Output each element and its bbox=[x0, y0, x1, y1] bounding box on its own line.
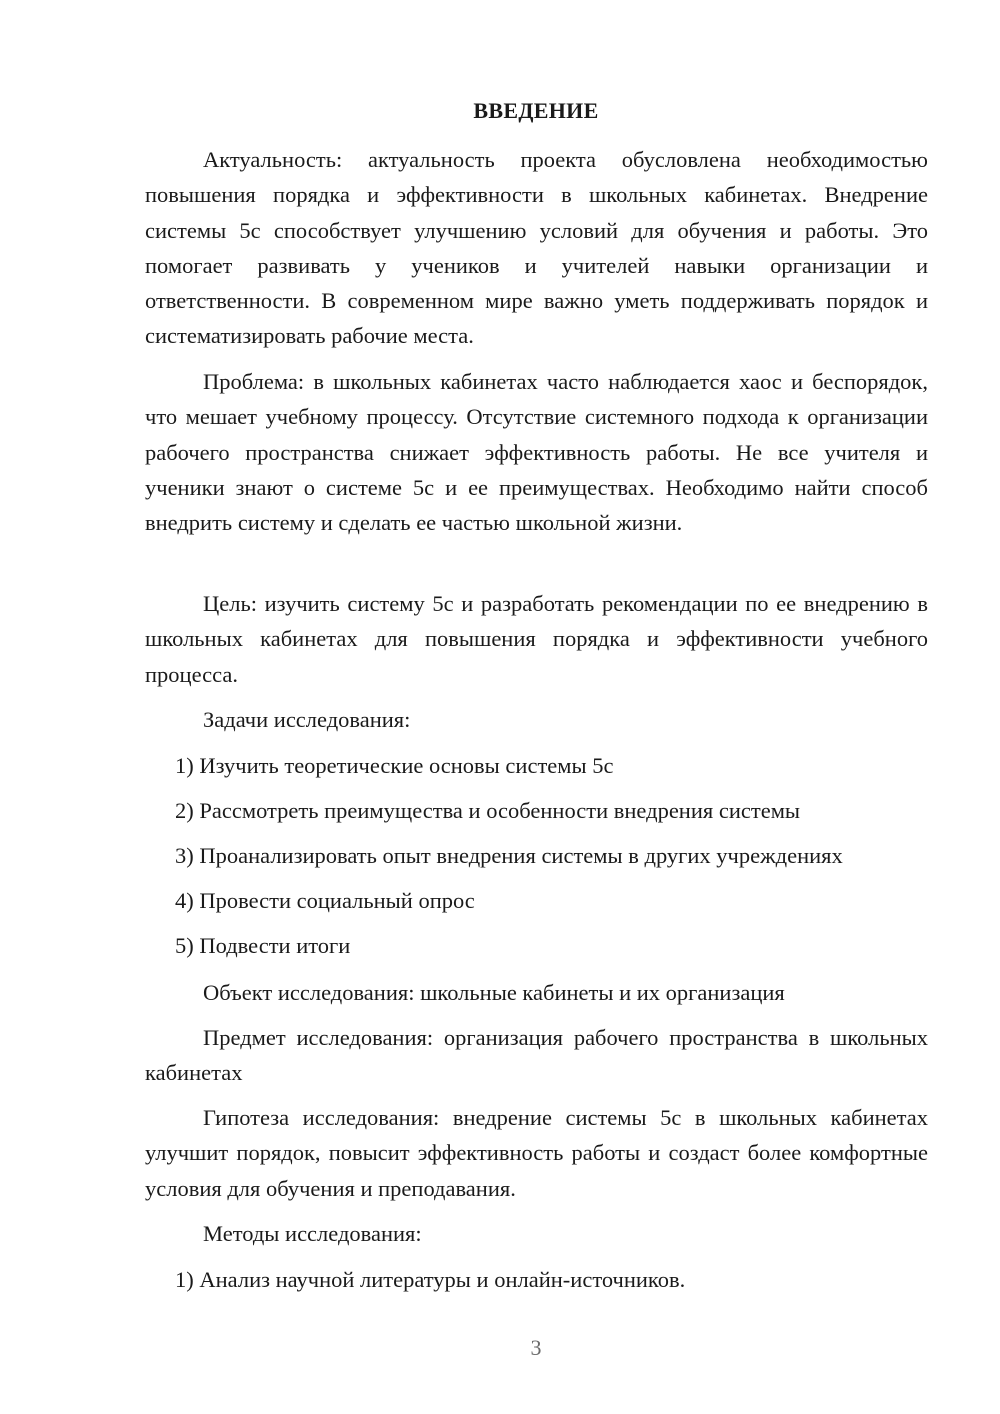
problem-paragraph: Проблема: в школьных кабинетах часто наблюдается хаос и беспорядок, что мешает учебному процессу. Отсутствие системного подхода к организации рабочего пространства снижает эффективность работы. Не все учителя и ученики знают о системе 5с и ее преимуществах. Необходимо найти способ внедрить систему и сделать ее частью школьной жизни. bbox=[145, 369, 928, 536]
hypothesis-paragraph: Гипотеза исследования: внедрение системы 5с в школьных кабинетах улучшит порядок, повысит эффективность работы и создаст более комфортные условия для обучения и преподавания. bbox=[145, 1105, 928, 1201]
object-paragraph: Объект исследования: школьные кабинеты и их организация bbox=[203, 980, 785, 1005]
method-item: 1) Анализ научной литературы и онлайн-источников. bbox=[175, 1267, 686, 1292]
page-number: 3 bbox=[530, 1335, 542, 1360]
tasks-heading: Задачи исследования: bbox=[203, 707, 411, 732]
task-item: 2) Рассмотреть преимущества и особенности внедрения системы bbox=[175, 798, 801, 823]
subject-paragraph: Предмет исследования: организация рабочего пространства в школьных кабинетах bbox=[145, 1025, 928, 1086]
section-heading: ВВЕДЕНИЕ bbox=[473, 98, 599, 123]
task-item: 4) Провести социальный опрос bbox=[175, 888, 475, 913]
task-item: 1) Изучить теоретические основы системы 5с bbox=[175, 753, 614, 778]
task-item: 5) Подвести итоги bbox=[175, 933, 351, 958]
task-item: 3) Проанализировать опыт внедрения системы в других учреждениях bbox=[175, 843, 843, 868]
relevance-paragraph: Актуальность: актуальность проекта обусловлена необходимостью повышения порядка и эффективности в школьных кабинетах. Внедрение системы 5с способствует улучшению условий для обучения и работы. Это помогает развивать у учеников и учителей навыки организации и ответственности. В современном мире важно уметь поддерживать порядок и систематизировать рабочие места. bbox=[145, 147, 928, 349]
methods-heading: Методы исследования: bbox=[203, 1221, 422, 1246]
goal-paragraph: Цель: изучить систему 5с и разработать рекомендации по ее внедрению в школьных кабинетах для повышения порядка и эффективности учебного процесса. bbox=[145, 591, 928, 687]
